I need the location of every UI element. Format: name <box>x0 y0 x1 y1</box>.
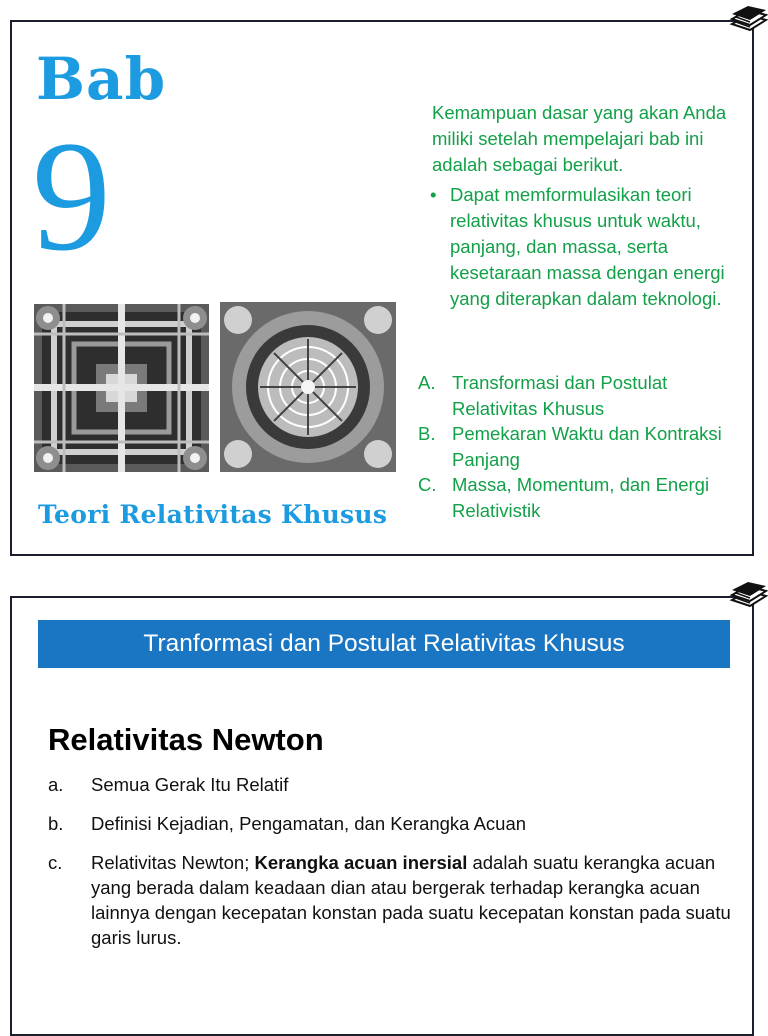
list-item <box>48 772 738 797</box>
slide-content <box>10 596 754 1036</box>
fractal-image-left <box>34 304 209 472</box>
topic-text: Massa, Momentum, dan Energi Relativistik <box>452 474 710 521</box>
item-text: Definisi Kejadian, Pengamatan, dan Kerangka Acuan <box>91 813 527 834</box>
bullet-symbol: • <box>430 184 437 205</box>
bullet-text: Dapat memformulasikan teori relativitas khusus untuk waktu, panjang, dan massa, serta kesetaraan massa dengan energi yang diterapkan dalam teknologi. <box>450 184 725 309</box>
section-banner <box>38 620 730 668</box>
slide-chapter-cover <box>10 20 754 556</box>
topic-item <box>418 421 752 473</box>
item-text: Semua Gerak Itu Relatif <box>91 774 289 795</box>
item-letter: c. <box>48 852 63 873</box>
item-letter: b. <box>48 813 64 834</box>
topic-letter: B. <box>418 423 436 444</box>
section-heading: Relativitas Newton <box>48 722 324 757</box>
intro-text: Kemampuan dasar yang akan Anda miliki setelah mempelajari bab ini adalah sebagai berikut. <box>432 102 727 175</box>
books-stack-icon <box>728 582 768 608</box>
topic-item <box>418 370 752 422</box>
item-text-prefix: Relativitas Newton; <box>91 852 255 873</box>
topic-text: Pemekaran Waktu dan Kontraksi Panjang <box>452 423 722 470</box>
fractal-image-right <box>220 302 396 472</box>
item-text-suffix: adalah suatu kerangka acuan yang berada dalam keadaan dian atau bergerak terhadap kerangka acuan lainnya dengan kecepatan konstan pada suatu kecepatan konstan pada suatu garis lurus. <box>91 852 731 948</box>
banner-title: Tranformasi dan Postulat Relativitas Khusus <box>143 630 625 657</box>
books-stack-icon <box>728 6 768 32</box>
competency-bullet <box>430 182 752 312</box>
bab-label: Bab <box>36 45 167 113</box>
topic-item <box>418 472 752 524</box>
item-text-bold: Kerangka acuan inersial <box>254 852 468 873</box>
topic-letter: A. <box>418 372 436 393</box>
item-text <box>91 850 738 950</box>
list-item <box>48 850 738 950</box>
list-item <box>48 811 738 836</box>
chapter-title: Teori Relativitas Khusus <box>38 500 388 529</box>
chapter-number: 9 <box>32 109 111 284</box>
topic-letter: C. <box>418 474 437 495</box>
topic-text: Transformasi dan Postulat Relativitas Khusus <box>452 372 668 419</box>
item-letter: a. <box>48 774 64 795</box>
